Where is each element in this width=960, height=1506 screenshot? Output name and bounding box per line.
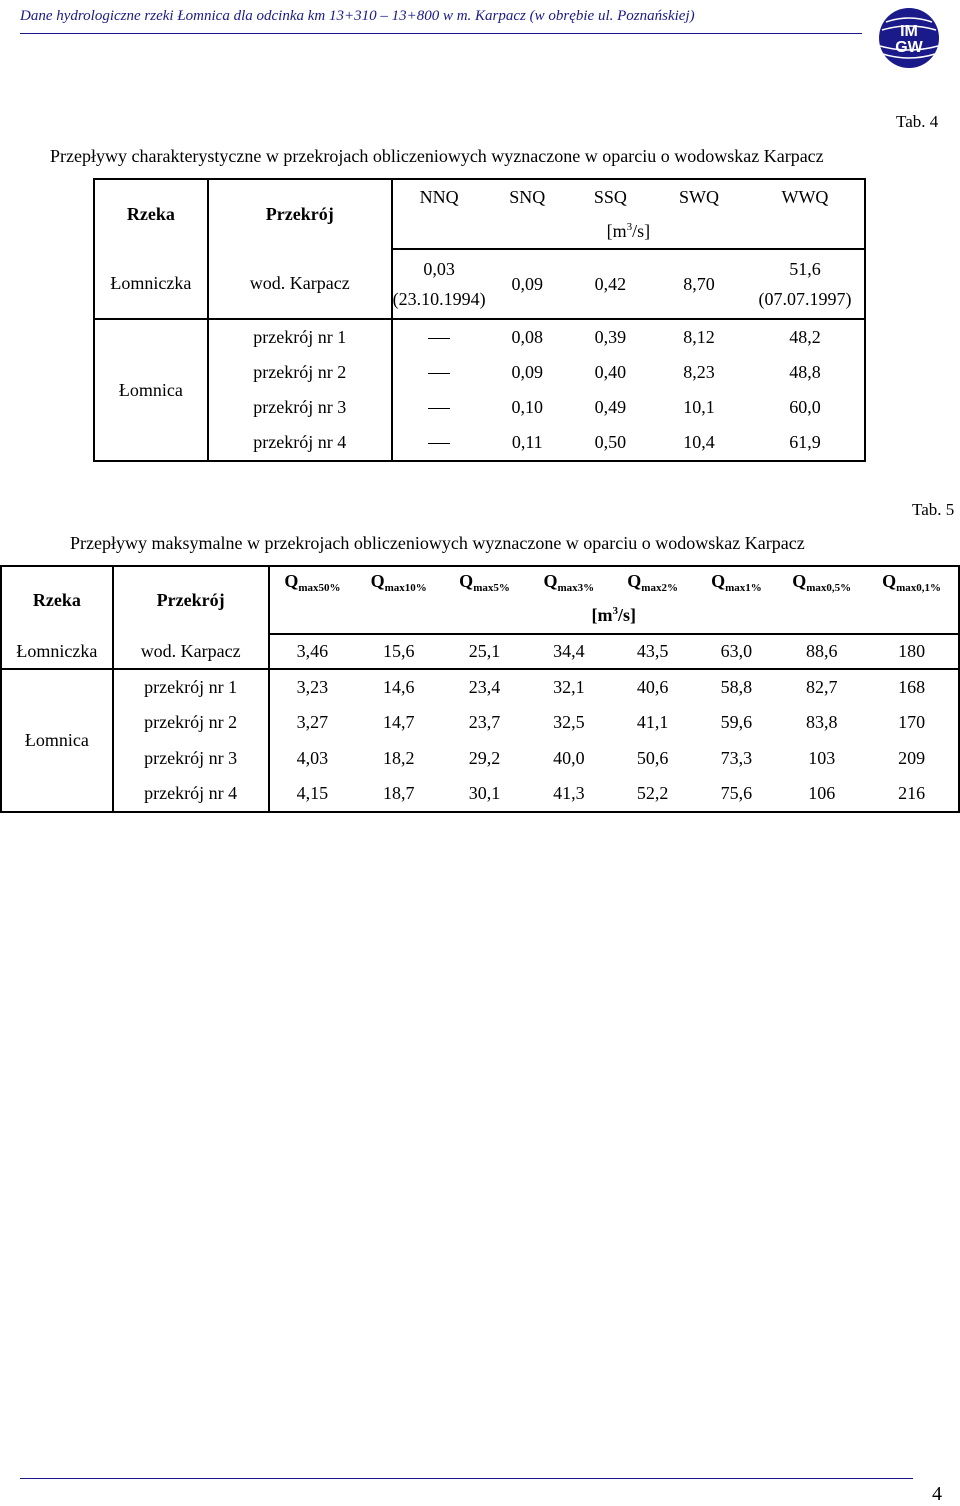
value-cell: 0,50 (569, 425, 652, 461)
table-5 (0, 565, 960, 813)
river-cell: Łomniczka (1, 634, 113, 669)
value-cell: 216 (865, 776, 959, 812)
table-row (94, 319, 865, 355)
value-cell: 18,7 (355, 776, 442, 812)
value-cell: 0,08 (486, 319, 569, 355)
value-cell: 63,0 (720, 641, 753, 661)
value-cell: 8,12 (652, 319, 746, 355)
value-cell: 73,3 (720, 747, 753, 768)
section-cell: przekrój nr 4 (113, 776, 269, 812)
river-group-cell: Łomnica (1, 669, 113, 812)
value-cell: 30,1 (442, 776, 527, 812)
value-cell: 41,1 (636, 712, 669, 732)
header-rzeka: Rzeka (94, 179, 208, 249)
header-przekroj: Przekrój (208, 179, 392, 249)
value-cell: 4,03 (269, 740, 356, 776)
unit-label: $[m^3/s]$ (392, 215, 865, 249)
value-cell: 29,2 (468, 747, 501, 768)
value-cell: 43,5 (636, 641, 669, 661)
value-cell: 82,7 (778, 669, 865, 705)
header-qmax1: $Q_{max1\%}$ (695, 566, 779, 598)
value-cell: 209 (865, 740, 959, 776)
nnq-cell: 0,03 (23.10.1994) (392, 249, 486, 319)
header-qmax2: $Q_{max2\%}$ (611, 566, 695, 598)
header-qmax5: $Q_{max5\%}$ (442, 566, 527, 598)
value-cell: 106 (778, 776, 865, 812)
value-cell: 52,2 (611, 776, 695, 812)
unit-label: $[m^3/s]$ (269, 598, 960, 634)
value-cell: 23,7 (468, 712, 501, 732)
value-cell: 0,09 (511, 273, 544, 294)
section-cell: przekrój nr 3 (113, 740, 269, 776)
value-cell: 61,9 (746, 425, 865, 461)
value-cell: 48,8 (746, 355, 865, 390)
table-row (1, 705, 959, 740)
section-cell: przekrój nr 3 (208, 390, 392, 425)
value-cell: 32,5 (553, 712, 585, 732)
value-cell: 40,6 (611, 669, 695, 705)
value-cell: 60,0 (746, 390, 865, 425)
value-cell: 40,0 (553, 747, 585, 768)
value-cell: 0,40 (594, 362, 627, 382)
section-cell: wod. Karpacz (113, 634, 269, 669)
value-cell: 32,1 (527, 669, 611, 705)
header-qmax05: $Q_{max0,5\%}$ (778, 566, 865, 598)
value-cell: 180 (865, 634, 959, 669)
nnq-empty-cell (392, 390, 486, 425)
section-cell: wod. Karpacz (208, 249, 392, 319)
river-cell: Łomniczka (94, 249, 208, 319)
header-przekroj: Przekrój (113, 566, 269, 634)
imgw-logo (874, 6, 944, 70)
value-cell: 3,27 (269, 705, 356, 740)
value-cell: 170 (865, 705, 959, 740)
tab4-caption: Przepływy charakterystyczne w przekrojach obliczeniowych wyznaczone w oparciu o wodowskaz Karpacz (50, 146, 824, 166)
value-cell: 0,49 (594, 397, 627, 417)
value-cell: 88,6 (805, 641, 838, 661)
logo-text-top: IM (900, 23, 918, 40)
value-cell: 18,2 (382, 747, 415, 768)
value-cell: 23,4 (442, 669, 527, 705)
value-cell: 41,3 (527, 776, 611, 812)
value-cell: 0,11 (486, 425, 569, 461)
tab4-label: Tab. 4 (896, 112, 939, 131)
table-row (94, 425, 865, 461)
tab5-label: Tab. 5 (912, 500, 955, 519)
table-row (94, 390, 865, 425)
table-4 (93, 178, 866, 462)
footer-divider (20, 1478, 913, 1479)
value-cell: 0,10 (511, 397, 544, 417)
section-cell: przekrój nr 1 (208, 319, 392, 355)
table-row (1, 669, 959, 705)
value-cell: 0,39 (569, 319, 652, 355)
value-cell: 15,6 (382, 641, 415, 661)
value-cell: 14,6 (355, 669, 442, 705)
header-qmax10: $Q_{max10\%}$ (355, 566, 442, 598)
value-cell: 59,6 (720, 712, 753, 732)
header-rzeka: Rzeka (1, 566, 113, 634)
value-cell: 3,23 (269, 669, 356, 705)
section-cell: przekrój nr 1 (113, 669, 269, 705)
value-cell: 10,4 (652, 425, 746, 461)
nnq-empty-cell (392, 355, 486, 390)
table-row (94, 355, 865, 390)
value-cell: 3,46 (269, 634, 356, 669)
header-ssq: SSQ (569, 179, 652, 215)
value-cell: 83,8 (805, 712, 838, 732)
value-cell: 34,4 (553, 641, 585, 661)
section-cell: przekrój nr 4 (208, 425, 392, 461)
value-cell: 0,42 (594, 273, 627, 294)
value-cell: 8,23 (683, 362, 715, 382)
header-wwq: WWQ (746, 179, 865, 215)
header-nnq: NNQ (392, 179, 486, 215)
section-cell: przekrój nr 2 (208, 355, 392, 390)
value-cell: 103 (808, 747, 836, 768)
table-row (1, 740, 959, 776)
value-cell: 48,2 (746, 319, 865, 355)
wwq-cell: 51,6 (07.07.1997) (746, 249, 865, 319)
header-qmax01: $Q_{max0,1\%}$ (865, 566, 959, 598)
value-cell: 14,7 (382, 712, 415, 732)
header-qmax3: $Q_{max3\%}$ (527, 566, 611, 598)
table-row (1, 776, 959, 812)
value-cell: 75,6 (695, 776, 779, 812)
value-cell: 25,1 (468, 641, 501, 661)
value-cell: 4,15 (269, 776, 356, 812)
value-cell: 58,8 (695, 669, 779, 705)
tab5-caption: Przepływy maksymalne w przekrojach obliczeniowych wyznaczone w oparciu o wodowskaz Karpacz (70, 533, 805, 553)
logo-text-bottom: GW (895, 39, 923, 56)
value-cell: 50,6 (636, 747, 669, 768)
river-group-cell: Łomnica (94, 319, 208, 461)
section-cell: przekrój nr 2 (113, 705, 269, 740)
nnq-empty-cell (392, 425, 486, 461)
value-cell: 0,09 (511, 362, 544, 382)
table-row (1, 634, 959, 669)
page-header-title: Dane hydrologiczne rzeki Łomnica dla odcinka km 13+310 – 13+800 w m. Karpacz (w obrębie ul. Poznańskiej) (20, 8, 695, 24)
value-cell: 168 (865, 669, 959, 705)
value-cell: 10,1 (683, 397, 715, 417)
nnq-empty-cell (392, 319, 486, 355)
header-swq: SWQ (652, 179, 746, 215)
header-divider (20, 33, 862, 34)
header-qmax50: $Q_{max50\%}$ (269, 566, 356, 598)
page-number: 4 (932, 1483, 942, 1505)
value-cell: 8,70 (683, 273, 715, 294)
header-snq: SNQ (486, 179, 569, 215)
